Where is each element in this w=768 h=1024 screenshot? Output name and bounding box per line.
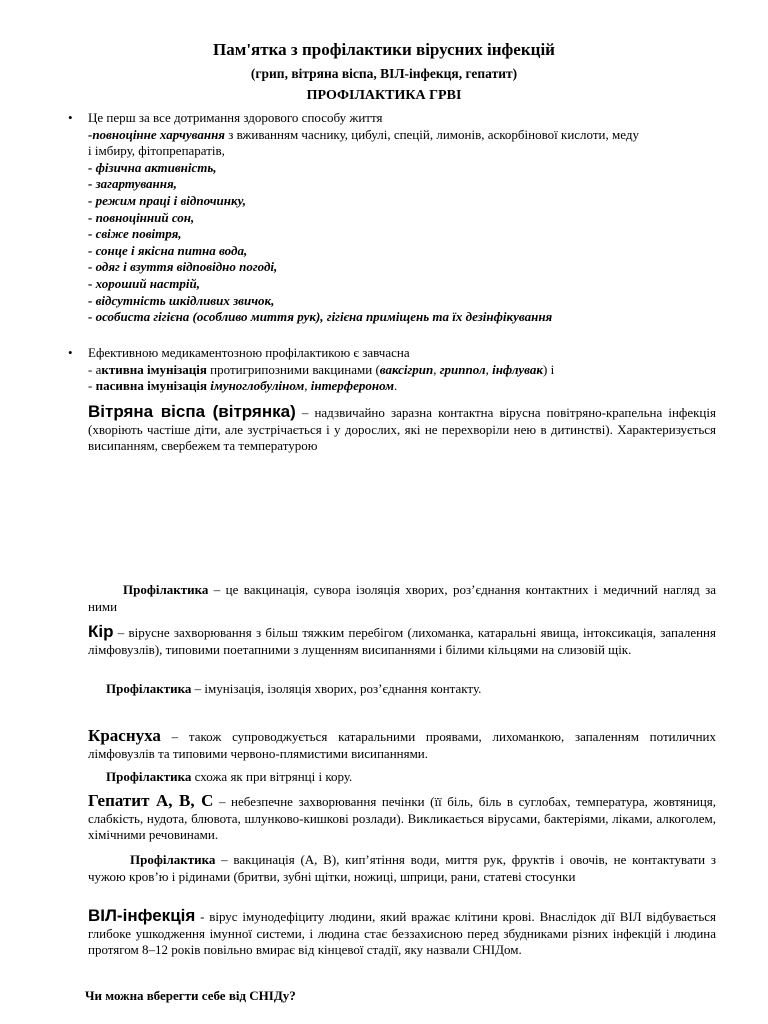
measles-text: – вірусне захворювання з більш тяжким перебігом (лихоманка, катаральні явища, інтоксикація, запалення лімфовузлів), типовими поетапними з лущенням висипаннями і білими кільцями на слизовій щік.: [88, 625, 716, 657]
list-item: - відсутність шкідливих звичок,: [88, 292, 275, 308]
rubella-paragraph: [88, 728, 716, 762]
list-item: - пасивна імунізація імуноглобуліном, інтерфероном.: [88, 378, 398, 394]
page-subtitle: (грип, вітряна віспа, ВІЛ-інфекця, гепатит): [250, 66, 518, 81]
measles-paragraph: [88, 624, 716, 658]
list-item: - фізична активність,: [88, 159, 217, 175]
hiv-paragraph: [88, 908, 716, 959]
section-heading: ПРОФІЛАКТИКА ГРВІ: [306, 88, 462, 103]
varicella-paragraph: [88, 404, 716, 455]
hepatitis-paragraph: [88, 793, 716, 844]
page-title: Пам'ятка з профілактики вірусних інфекцій: [213, 40, 555, 59]
bullet-icon: •: [68, 110, 73, 125]
hepatitis-prevention: Профілактика – вакцинація (А, В), кип’ятіння води, миття рук, фруктів і овочів, не контактувати з чужою кров’ю і рідинами (бритви, зубні щітки, ножиці, шприци, рани, статеві стосунки: [88, 852, 716, 884]
list-item: -повноцінне харчування з вживанням часнику, цибулі, спецій, лимонів, аскорбінової кислоти, меду: [88, 126, 639, 142]
hiv-text: - вірус імунодефіциту людини, який вражає клітини крові. Внаслідок дії ВІЛ відбувається глибоке ушкодження імунної системи, і людина стає беззахисною перед збудниками різних інфекцій і людина протягом 8–12 років повільно вмирає від кінцевої стадії, яку назвали СНІДом.: [88, 909, 716, 958]
healthy-lifestyle-list: [88, 110, 716, 326]
varicella-text: – надзвичайно заразна контактна вірусна повітряно-крапельна інфекція (хворіють частіше діти, але зустрічається і у дорослих, які не перехворіли нею в дитинстві). Характеризується висипанням, свербежем та температурою: [88, 405, 716, 454]
hepatitis-term: Гепатит А, В, С: [88, 791, 214, 810]
list-item: - свіже повітря,: [88, 226, 182, 242]
rubella-term: Краснуха: [88, 726, 161, 745]
hiv-term: ВІЛ-інфекція: [88, 906, 196, 925]
varicella-prevention: Профілактика – це вакцинація, сувора ізоляція хворих, роз’єднання контактних і медичний нагляд за ними: [88, 582, 716, 614]
list-item: - режим праці і відпочинку,: [88, 192, 246, 208]
varicella-term: Вітряна віспа (вітрянка): [88, 402, 296, 421]
rubella-text: – також супроводжується катаральними проявами, лихоманкою, запаленням потиличних лімфовузлів та типовими червоно-плямистими висипаннями.: [88, 729, 716, 761]
medication-prevention-list: [88, 345, 716, 395]
list-item: - сонце і якісна питна вода,: [88, 242, 248, 258]
list-intro: Ефективною медикаментозною профілактикою є завчасна: [88, 345, 410, 360]
measles-term: Кір: [88, 622, 114, 641]
list-item: - одяг і взуття відповідно погоді,: [88, 259, 278, 275]
list-intro: Це перш за все дотримання здорового способу життя: [88, 110, 383, 125]
list-item: - повноцінний сон,: [88, 209, 195, 225]
list-item: - активна імунізація протигрипозними вакцинами (ваксігрип, гриппол, інфлувак) і: [88, 361, 555, 377]
measles-prevention: Профілактика – імунізація, ізоляція хворих, роз’єднання контакту.: [106, 681, 482, 696]
aids-question: Чи можна вберегти себе від СНІДу?: [85, 988, 296, 1003]
bullet-icon: •: [68, 345, 73, 360]
list-item: - особиста гігієна (особливо миття рук), гігієна приміщень та їх дезінфікування: [88, 309, 553, 325]
list-item: - загартування,: [88, 176, 177, 192]
rubella-prevention: Профілактика схожа як при вітрянці і кору.: [106, 769, 353, 784]
hepatitis-text: – небезпечне захворювання печінки (її біль, біль в суглобах, температура, жовтяниця, слабкість, нудота, блювота, шлунково-кишкові розлади). Викликається вірусами, бактеріями, ліками, алкоголем, хімічними речовинами.: [88, 794, 716, 843]
list-item: і імбиру, фітопрепаратів,: [88, 143, 225, 159]
list-item: - хороший настрій,: [88, 275, 200, 291]
